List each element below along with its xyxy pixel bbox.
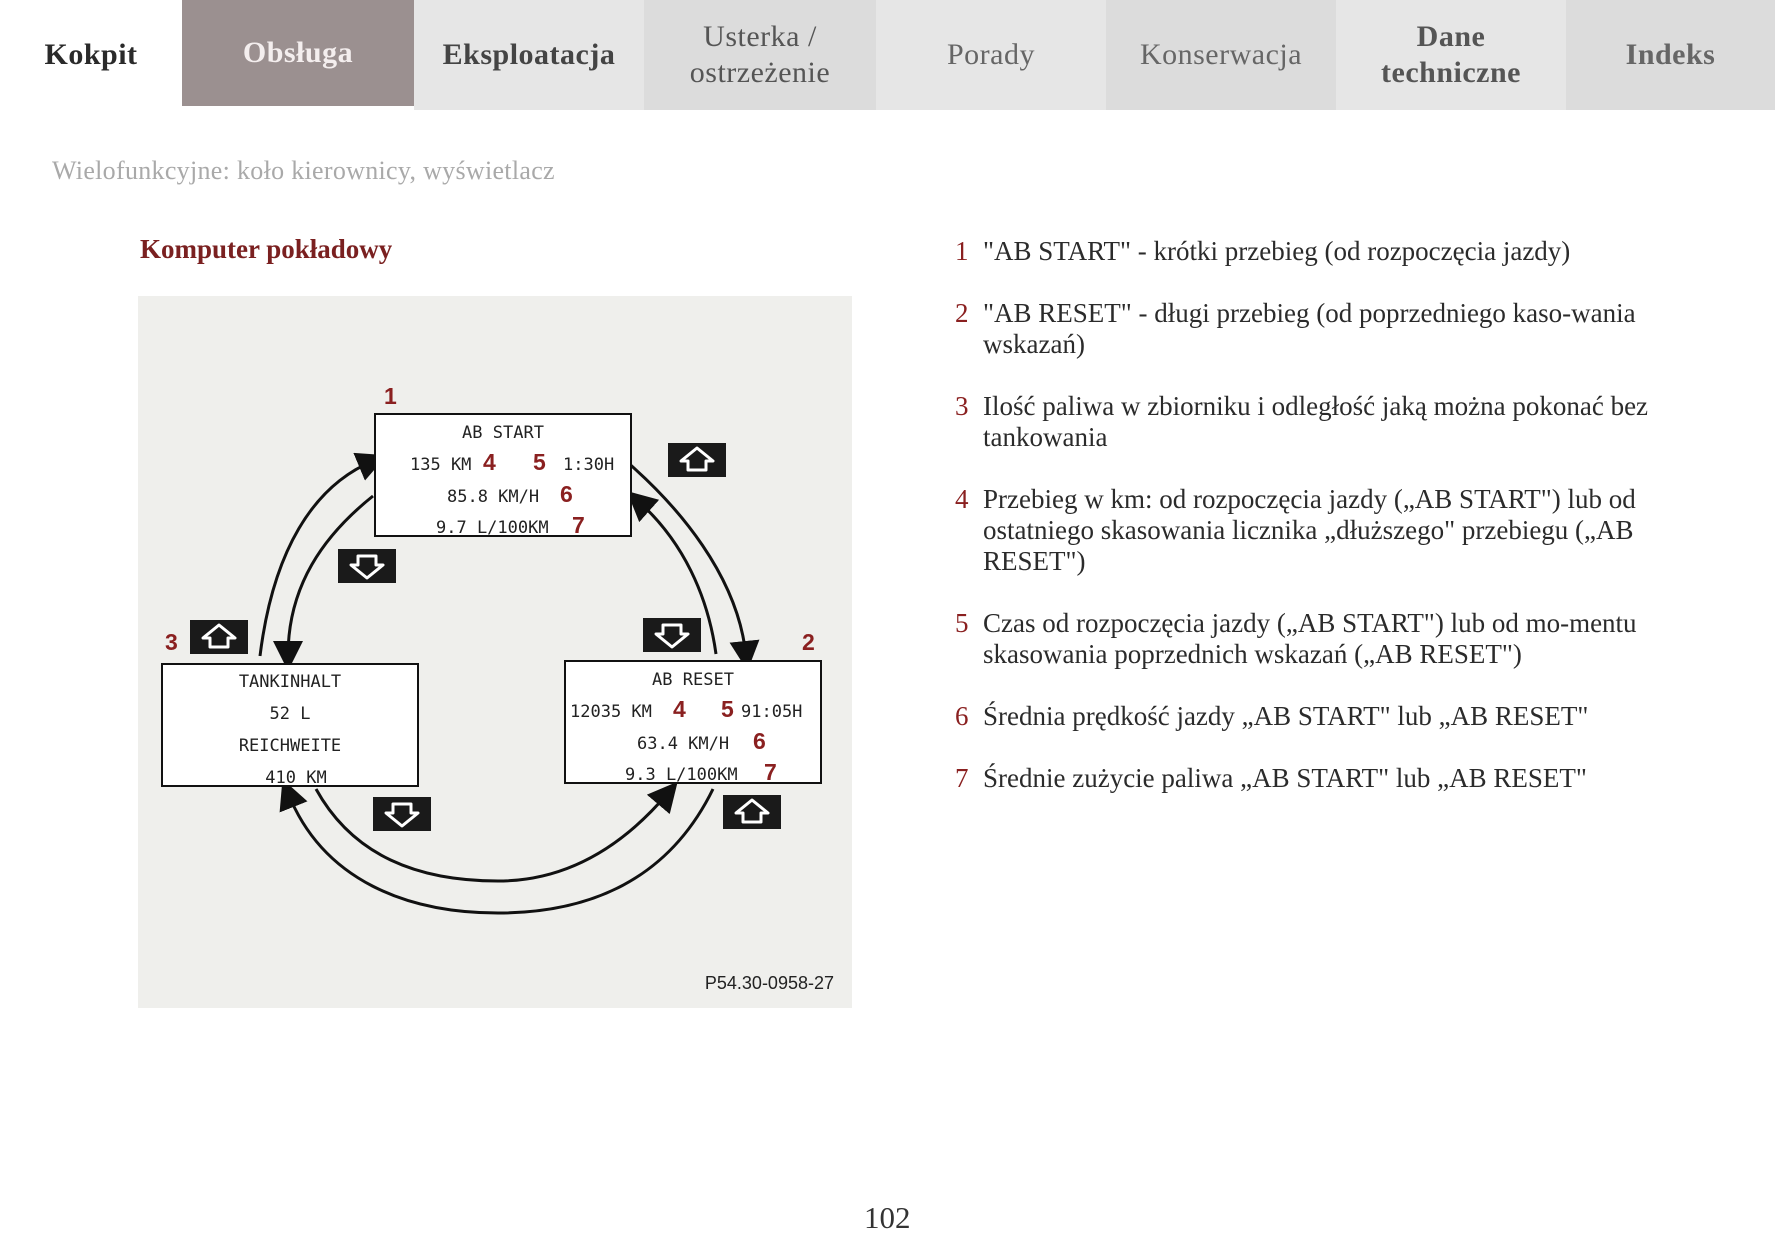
legend-text: "AB RESET" - długi przebieg (od poprzedniego kaso-wania wskazań) bbox=[983, 298, 1636, 359]
marker-1: 1 bbox=[384, 383, 397, 409]
ab-start-speed: 85.8 KM/H bbox=[447, 487, 540, 507]
list-item bbox=[955, 298, 1675, 360]
up-button-icon bbox=[723, 795, 781, 829]
tab-label-line1: Dane bbox=[1416, 20, 1486, 53]
diagram-svg bbox=[138, 296, 852, 1008]
section-title: Wielofunkcyjne: koło kierownicy, wyświetlacz bbox=[52, 156, 555, 185]
list-item bbox=[955, 608, 1675, 670]
list-item bbox=[955, 701, 1675, 732]
ref-7: 7 bbox=[572, 512, 585, 538]
tab-label: Kokpit bbox=[44, 38, 138, 71]
display-ab-start bbox=[375, 414, 631, 538]
legend-list bbox=[955, 236, 1675, 825]
tank-title: TANKINHALT bbox=[238, 672, 342, 692]
tab-label-line1: Usterka / bbox=[703, 20, 817, 53]
legend-number: 7 bbox=[955, 763, 969, 793]
ref-5: 5 bbox=[721, 696, 734, 722]
tab-dane-techniczne[interactable] bbox=[1336, 0, 1566, 110]
down-button-icon bbox=[643, 618, 701, 652]
marker-3: 3 bbox=[165, 629, 178, 655]
tab-eksploatacja[interactable] bbox=[414, 0, 644, 110]
down-button-icon bbox=[373, 797, 431, 831]
tab-indeks[interactable] bbox=[1566, 0, 1775, 110]
list-item bbox=[955, 391, 1675, 453]
legend-text: Średnia prędkość jazdy „AB START" lub „AB RESET" bbox=[983, 701, 1589, 731]
ab-reset-time: 91:05H bbox=[741, 702, 803, 722]
ref-4: 4 bbox=[483, 449, 496, 475]
ref-6: 6 bbox=[753, 728, 766, 754]
legend-text: Ilość paliwa w zbiorniku i odległość jaką można pokonać bez tankowania bbox=[983, 391, 1649, 452]
legend-number: 1 bbox=[955, 236, 969, 266]
list-item bbox=[955, 236, 1675, 267]
display-ab-reset bbox=[565, 661, 821, 785]
tab-konserwacja[interactable] bbox=[1106, 0, 1336, 110]
arrow-tank-to-reset bbox=[316, 789, 668, 881]
legend-number: 5 bbox=[955, 608, 969, 638]
ref-7: 7 bbox=[764, 759, 777, 785]
legend-number: 6 bbox=[955, 701, 969, 731]
tab-label: Konserwacja bbox=[1139, 38, 1303, 71]
arrow-reset-to-tank bbox=[288, 789, 713, 913]
tab-usterka-ostrzezenie[interactable] bbox=[644, 0, 876, 110]
page-number: 102 bbox=[864, 1200, 911, 1235]
legend-text: Czas od rozpoczęcia jazdy („AB START") lub od mo-mentu skasowania poprzednich wskazań („AB RESET") bbox=[983, 608, 1637, 669]
ab-start-distance: 135 KM bbox=[410, 455, 472, 475]
tank-range-label: REICHWEITE bbox=[238, 736, 342, 756]
list-item bbox=[955, 763, 1675, 794]
legend-text: "AB START" - krótki przebieg (od rozpoczęcia jazdy) bbox=[983, 236, 1571, 266]
legend-text: Przebieg w km: od rozpoczęcia jazdy („AB START") lub od ostatniego skasowania licznika „dłuższego" przebiegu („AB RESET") bbox=[983, 484, 1636, 576]
ab-start-time: 1:30H bbox=[563, 455, 615, 475]
ref-6: 6 bbox=[560, 481, 573, 507]
ab-start-title: AB START bbox=[462, 423, 544, 443]
legend-number: 3 bbox=[955, 391, 969, 421]
tab-label: Porady bbox=[947, 38, 1035, 71]
legend-number: 4 bbox=[955, 484, 969, 514]
ab-reset-consumption: 9.3 L/100KM bbox=[625, 765, 738, 785]
page-heading: Komputer pokładowy bbox=[140, 234, 393, 264]
down-button-icon bbox=[338, 549, 396, 583]
tank-fuel: 52 L bbox=[269, 704, 311, 724]
ab-reset-distance: 12035 KM bbox=[570, 702, 652, 722]
tank-range: 410 KM bbox=[265, 768, 327, 788]
up-button-icon bbox=[668, 443, 726, 477]
figure-code: P54.30-0958-27 bbox=[704, 973, 834, 993]
tab-label: Indeks bbox=[1625, 38, 1716, 71]
tab-label: Obsługa bbox=[242, 36, 354, 69]
display-tank bbox=[162, 664, 418, 788]
ab-start-consumption: 9.7 L/100KM bbox=[436, 518, 549, 538]
legend-text: Średnie zużycie paliwa „AB START" lub „AB RESET" bbox=[983, 763, 1587, 793]
ref-4: 4 bbox=[673, 696, 686, 722]
list-item bbox=[955, 484, 1675, 577]
tab-label-line2: techniczne bbox=[1381, 56, 1521, 89]
tab-porady[interactable] bbox=[876, 0, 1106, 110]
trip-computer-diagram bbox=[138, 296, 852, 1008]
ab-reset-title: AB RESET bbox=[652, 670, 734, 690]
legend-number: 2 bbox=[955, 298, 969, 328]
tab-obsluga[interactable] bbox=[182, 0, 414, 106]
ref-5: 5 bbox=[533, 449, 546, 475]
tab-label-line2: ostrzeżenie bbox=[689, 56, 831, 89]
ab-reset-speed: 63.4 KM/H bbox=[637, 734, 730, 754]
marker-2: 2 bbox=[802, 629, 815, 655]
tab-label: Eksploatacja bbox=[442, 38, 616, 71]
tab-kokpit[interactable] bbox=[0, 0, 182, 110]
chapter-tabs bbox=[0, 0, 1775, 110]
up-button-icon bbox=[190, 620, 248, 654]
